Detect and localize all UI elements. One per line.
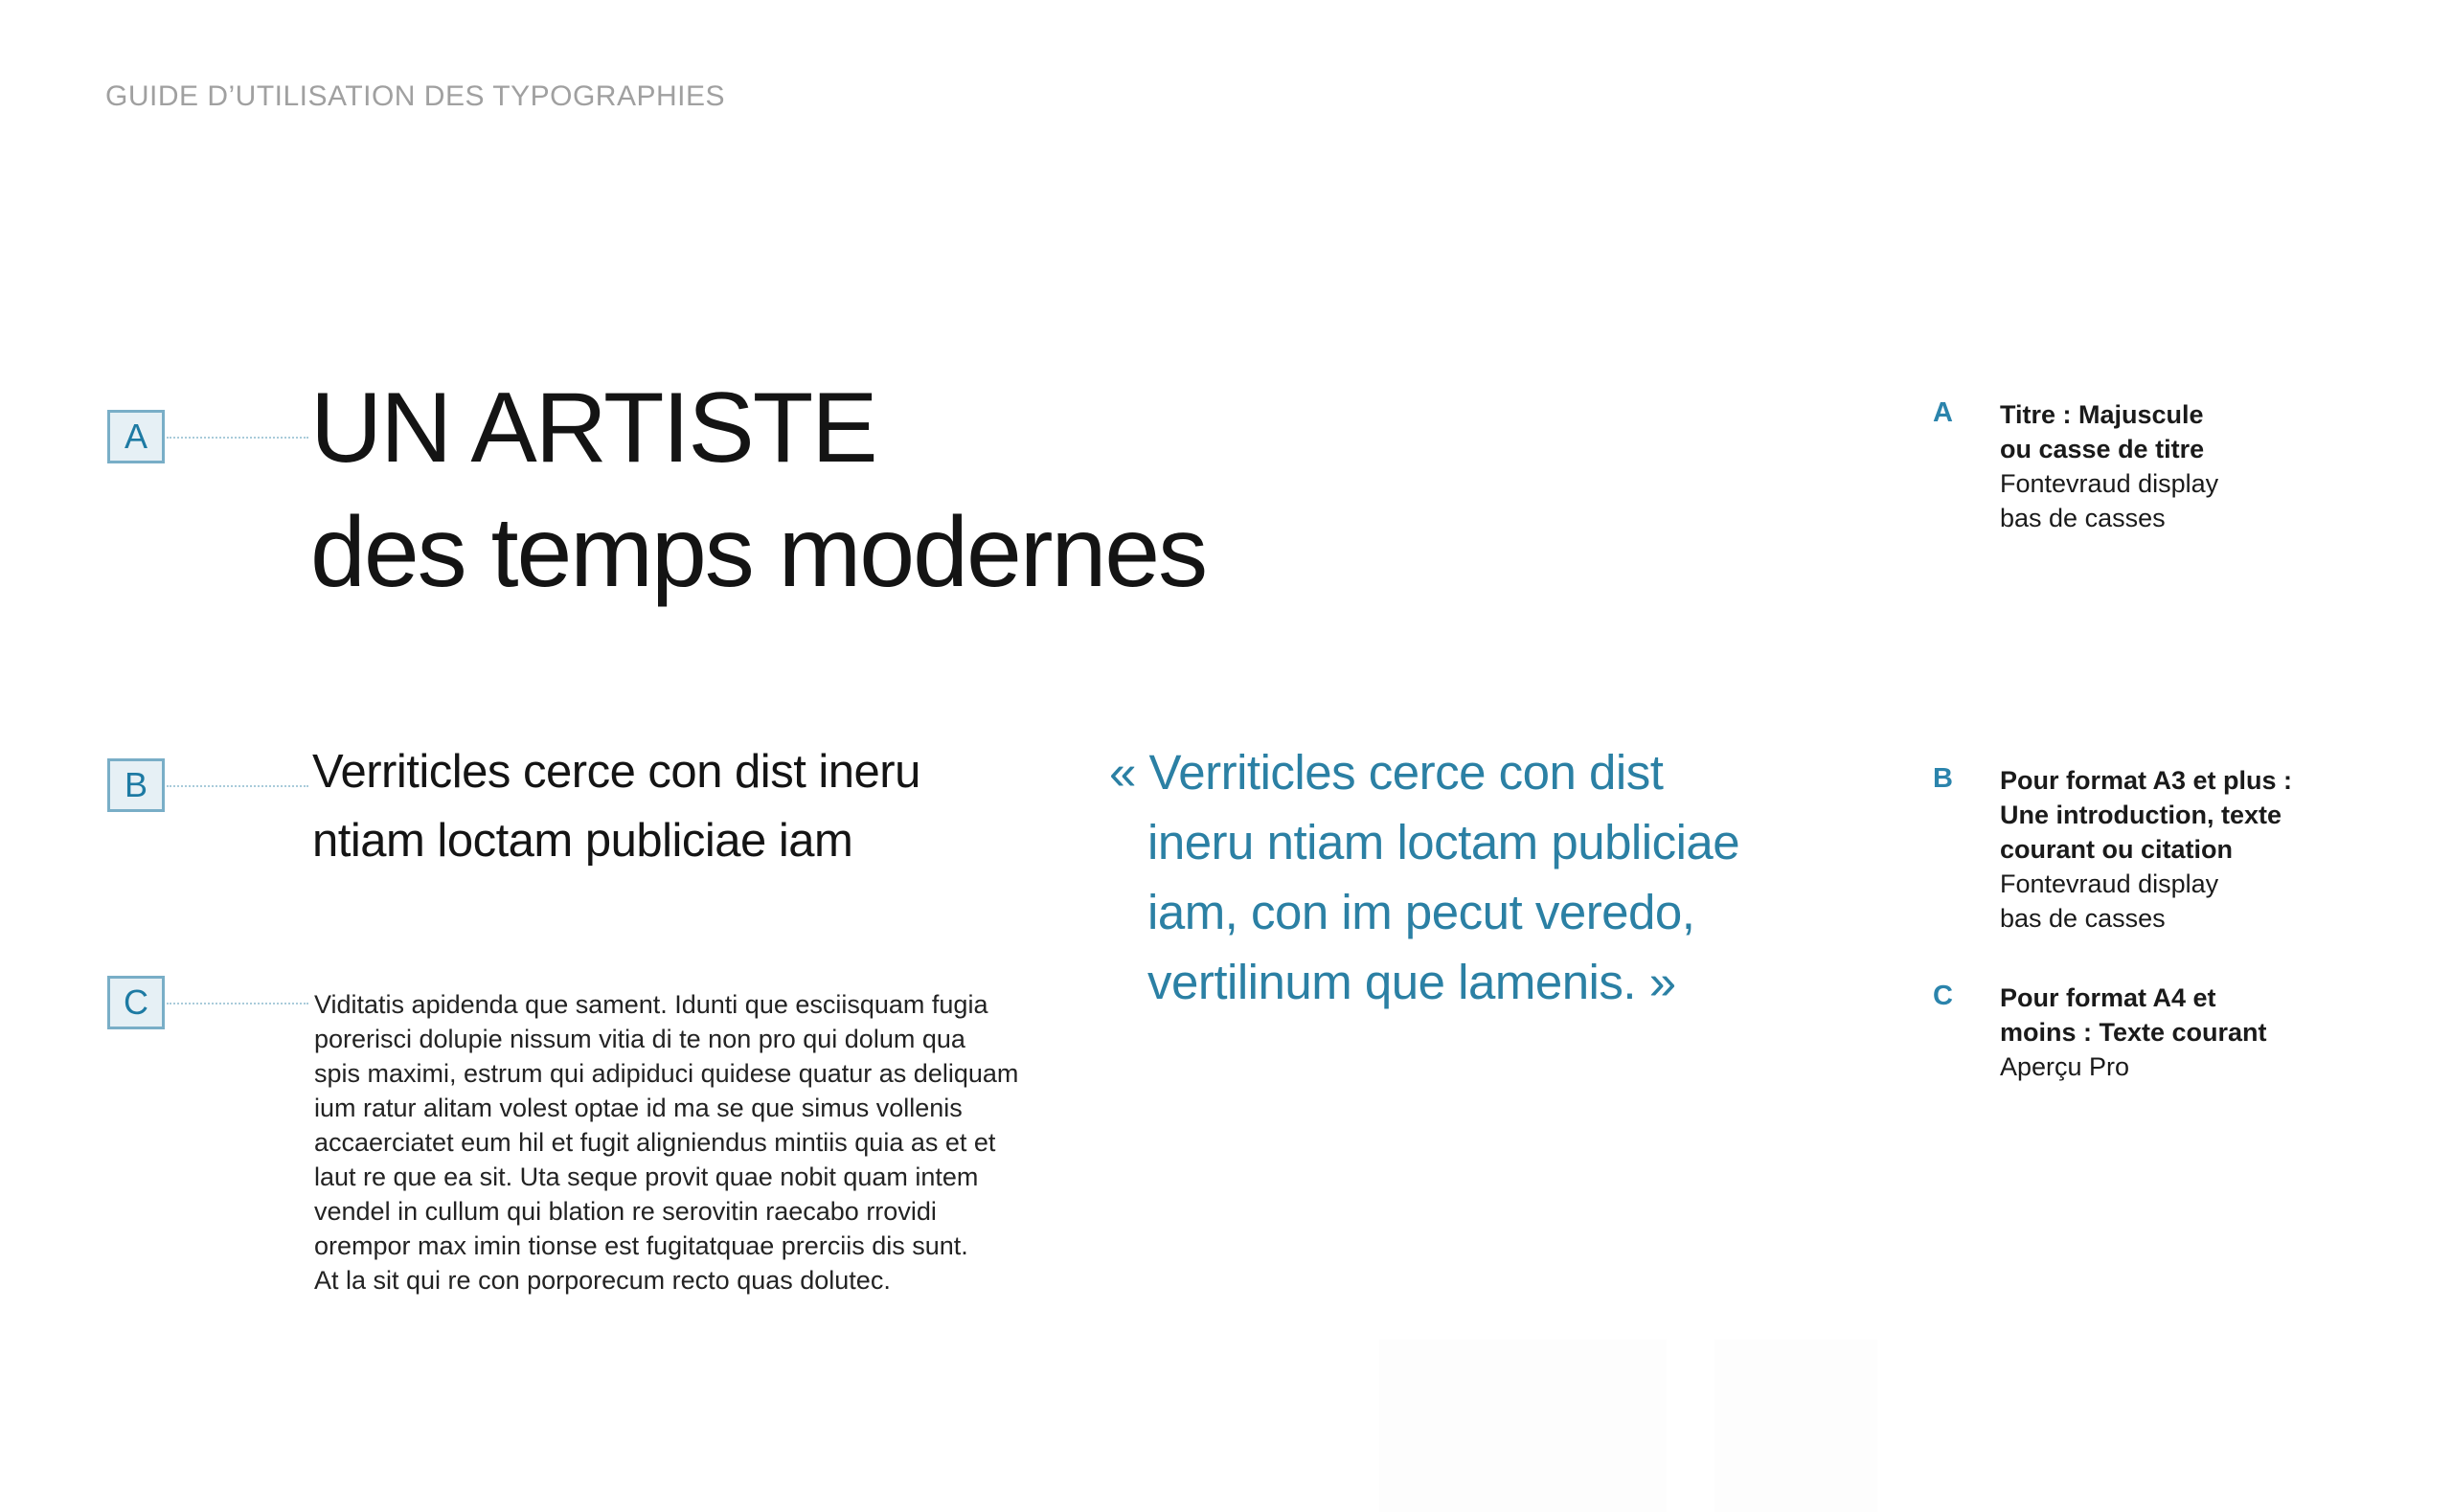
body-line: laut re que ea sit. Uta seque provit quae nobit quam intem xyxy=(314,1162,979,1191)
body-line: accaerciatet eum hil et fugit aligniendus mintiis quia as et et xyxy=(314,1128,996,1157)
legend-b-line: courant ou citation xyxy=(2000,835,2233,864)
legend-entry-b xyxy=(2000,763,2292,936)
marker-c-letter: C xyxy=(124,982,148,1022)
legend-b-line: Une introduction, texte xyxy=(2000,801,2282,829)
quote-specimen xyxy=(1109,737,1739,1017)
legend-marker-c: C xyxy=(1933,981,1953,1011)
display-title-line-2: des temps modernes xyxy=(310,497,1207,608)
legend-a-line: bas de casses xyxy=(2000,504,2166,532)
body-line: ium ratur alitam volest optae id ma se que simus vollenis xyxy=(314,1094,963,1122)
quote-line: iam, con im pecut veredo, xyxy=(1147,885,1695,939)
legend-a-line: ou casse de titre xyxy=(2000,435,2205,463)
legend-marker-b: B xyxy=(1933,763,1953,794)
legend-b-line: Pour format A3 et plus : xyxy=(2000,766,2293,795)
body-line: spis maximi, estrum qui adipiduci quidese quatur as deliquam xyxy=(314,1059,1019,1088)
quote-line: ineru ntiam loctam publiciae xyxy=(1147,815,1740,869)
marker-a xyxy=(107,410,165,463)
page-sheen-band xyxy=(1379,1340,1667,1512)
legend-entry-c xyxy=(2000,981,2267,1084)
legend-b-line: Fontevraud display xyxy=(2000,869,2219,898)
intro-line-1: Verriticles cerce con dist ineru xyxy=(312,746,920,798)
quote-line: vertilinum que lamenis. » xyxy=(1147,955,1676,1009)
legend-a-line: Titre : Majuscule xyxy=(2000,400,2204,429)
body-line: Viditatis apidenda que sament. Idunti que esciisquam fugia xyxy=(314,990,988,1019)
page-header: GUIDE D’UTILISATION DES TYPOGRAPHIES xyxy=(105,80,726,112)
legend-a-line: Fontevraud display xyxy=(2000,469,2219,498)
body-line: orempor max imin tionse est fugitatquae prerciis dis sunt. xyxy=(314,1231,968,1260)
marker-a-letter: A xyxy=(124,417,148,456)
leader-line-a xyxy=(167,437,308,439)
leader-line-c xyxy=(167,1003,308,1004)
body-line: At la sit qui re con porporecum recto quas dolutec. xyxy=(314,1266,891,1295)
marker-b-letter: B xyxy=(124,765,148,804)
display-title xyxy=(310,366,1206,615)
display-title-line-1: UN ARTISTE xyxy=(310,372,876,484)
legend-c-line: Aperçu Pro xyxy=(2000,1052,2130,1081)
body-copy-specimen xyxy=(314,987,1018,1298)
legend-c-line: Pour format A4 et xyxy=(2000,983,2216,1012)
quote-line: « Verriticles cerce con dist xyxy=(1109,745,1664,800)
legend-c-line: moins : Texte courant xyxy=(2000,1018,2267,1047)
body-line: porerisci dolupie nissum vitia di te non pro qui dolum qua xyxy=(314,1025,965,1053)
legend-marker-a: A xyxy=(1933,397,1953,428)
legend-entry-a xyxy=(2000,397,2218,535)
body-line: vendel in cullum qui blation re serovitin raecabo rrovidi xyxy=(314,1197,937,1226)
legend-b-line: bas de casses xyxy=(2000,904,2166,933)
intro-specimen xyxy=(312,737,920,875)
marker-b xyxy=(107,758,165,812)
page-sheen-band xyxy=(1714,1340,1877,1512)
marker-c xyxy=(107,976,165,1029)
intro-line-2: ntiam loctam publiciae iam xyxy=(312,815,853,867)
leader-line-b xyxy=(167,785,308,787)
